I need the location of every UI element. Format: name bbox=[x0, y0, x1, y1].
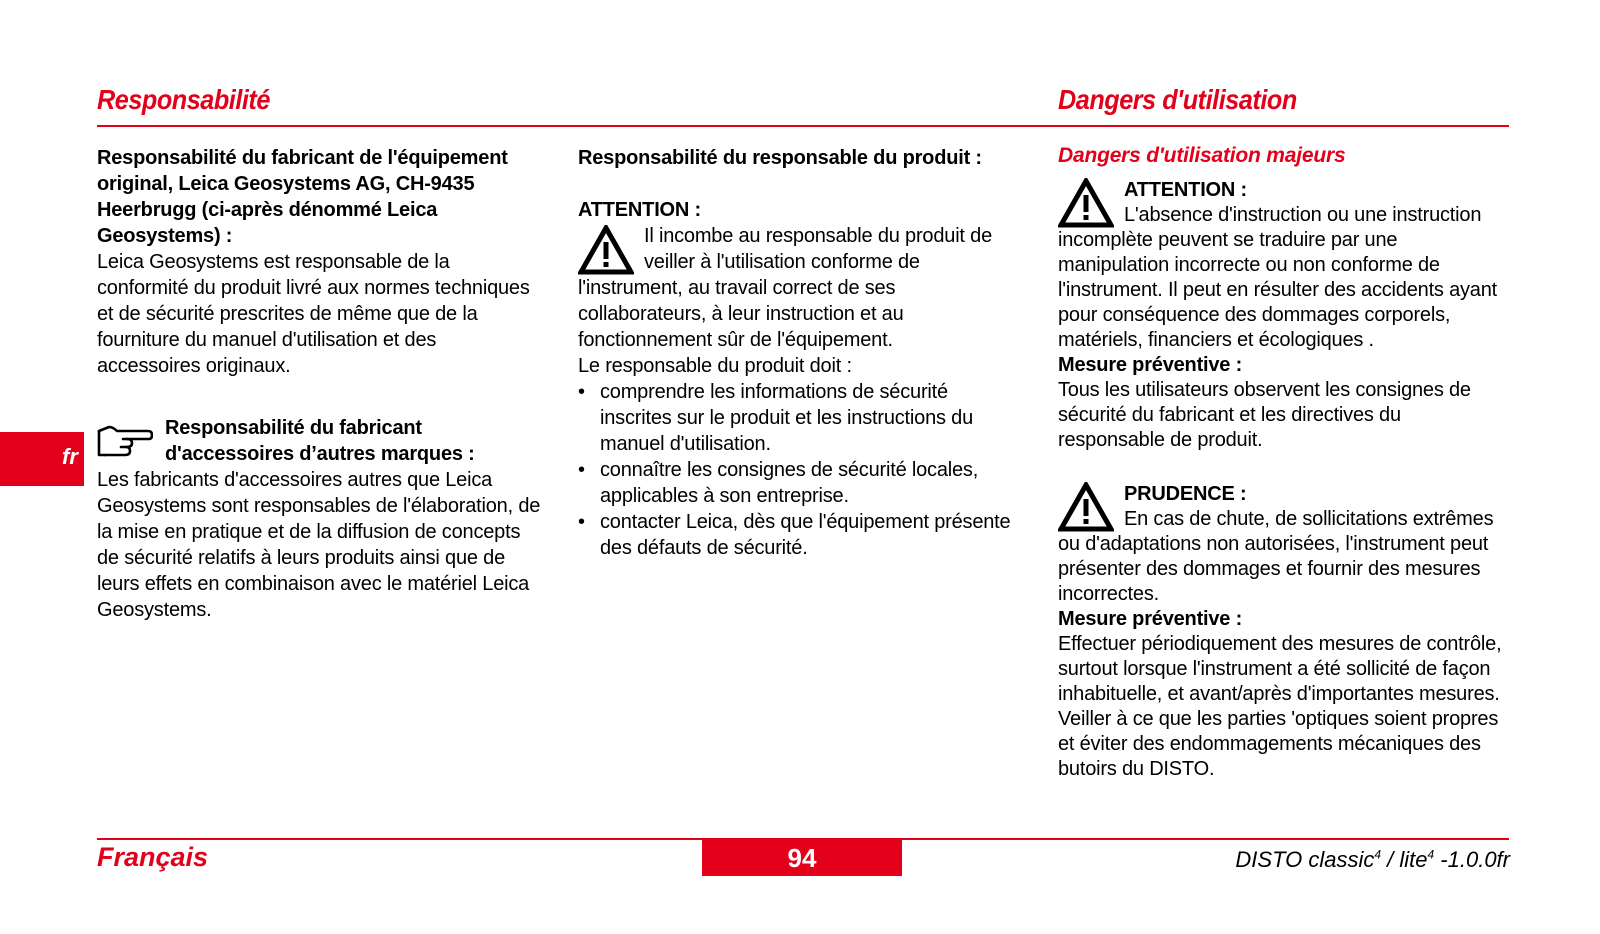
footer-language: Français bbox=[97, 842, 209, 872]
text-line: l'instrument. Il peut en résulter des accidents ayant bbox=[1058, 279, 1498, 301]
text-line: matériels, financiers et écologiques . bbox=[1058, 329, 1374, 351]
text-line: pour conséquence des dommages corporels, bbox=[1058, 304, 1451, 326]
text-line: collaborateurs, à leur instruction et au bbox=[578, 303, 904, 325]
text-line: Veiller à ce que les parties 'optiques soient propres bbox=[1058, 708, 1499, 730]
text-line: Il incombe au responsable du produit de bbox=[644, 225, 992, 247]
text-line: manuel d'utilisation. bbox=[600, 433, 771, 455]
text-line: Geosystems. bbox=[97, 599, 212, 621]
warning-triangle-icon bbox=[1058, 482, 1114, 532]
text-line: Geosystems sont responsables de l'élaboration, de bbox=[97, 495, 541, 517]
warning-prudence bbox=[1058, 482, 1518, 782]
text-line: fonctionnement sûr de l'équipement. bbox=[578, 329, 893, 351]
product-owner-heading: Responsabilité du responsable du produit : bbox=[578, 147, 982, 169]
text-line: ou d'adaptations non autorisées, l'instrument peut bbox=[1058, 533, 1489, 555]
owner-duties-list bbox=[578, 379, 1028, 561]
pointing-hand-icon bbox=[97, 423, 153, 459]
text-line: la mise en pratique et de la diffusion de concepts bbox=[97, 521, 521, 543]
text-line: original, Leica Geosystems AG, CH-9435 bbox=[97, 173, 475, 195]
text-line: inscrites sur le produit et les instructions du bbox=[600, 407, 973, 429]
text-line: veiller à l'utilisation conforme de bbox=[644, 251, 920, 273]
list-item bbox=[578, 457, 1028, 509]
text-line: Les fabricants d'accessoires autres que Leica bbox=[97, 469, 493, 491]
text-line: présenter des dommages et fournir des mesures bbox=[1058, 558, 1481, 580]
accessory-note-heading: d'accessoires d’autres marques : bbox=[165, 443, 475, 465]
product-name-part: / lite bbox=[1381, 847, 1428, 872]
text-line: responsable de produit. bbox=[1058, 429, 1263, 451]
warning-label: PRUDENCE : bbox=[1124, 483, 1247, 505]
product-name-sup: 4 bbox=[1374, 847, 1382, 862]
text-line: incomplète peuvent se traduire par une bbox=[1058, 229, 1398, 251]
text-line: Leica Geosystems est responsable de la bbox=[97, 251, 450, 273]
section-title-responsabilite: Responsabilité bbox=[97, 84, 270, 115]
text-line: • connaître les consignes de sécurité locales, bbox=[600, 459, 979, 481]
attention-label: ATTENTION : bbox=[578, 199, 701, 221]
section-title-dangers: Dangers d'utilisation bbox=[1058, 84, 1297, 115]
product-name-part: DISTO classic bbox=[1235, 847, 1375, 872]
text-line: inhabituelle, et avant/après d'importantes mesures. bbox=[1058, 683, 1500, 705]
accessory-note bbox=[97, 415, 567, 623]
text-line: Le responsable du produit doit : bbox=[578, 355, 852, 377]
accessory-note-heading: Responsabilité du fabricant bbox=[165, 417, 422, 439]
text-line: Tous les utilisateurs observent les consignes de bbox=[1058, 379, 1471, 401]
warning-label: ATTENTION : bbox=[1124, 179, 1247, 201]
text-line: surtout lorsque l'instrument a été sollicité de façon bbox=[1058, 658, 1491, 680]
list-item bbox=[578, 379, 1028, 457]
product-name bbox=[1235, 847, 1510, 873]
attention-warning bbox=[578, 223, 1028, 379]
text-line: L'absence d'instruction ou une instruction bbox=[1124, 204, 1482, 226]
text-line: l'instrument, au travail correct de ses bbox=[578, 277, 896, 299]
page-number: 94 bbox=[702, 840, 902, 876]
text-line: fourniture du manuel d'utilisation et des bbox=[97, 329, 437, 351]
column-dangers bbox=[1058, 143, 1518, 782]
text-line: conformité du produit livré aux normes techniques bbox=[97, 277, 530, 299]
text-line: butoirs du DISTO. bbox=[1058, 758, 1215, 780]
text-line: et éviter des endommagements mécaniques des bbox=[1058, 733, 1481, 755]
text-line: Geosystems) : bbox=[97, 225, 233, 247]
column-manufacturer bbox=[97, 145, 567, 623]
warning-attention bbox=[1058, 178, 1518, 453]
text-line: sécurité du fabricant et les directives du bbox=[1058, 404, 1401, 426]
language-code: fr bbox=[62, 444, 78, 469]
language-side-tab bbox=[0, 432, 84, 486]
text-line: • contacter Leica, dès que l'équipement présente bbox=[600, 511, 1011, 533]
text-line: de sécurité relatifs à leurs produits ainsi que de bbox=[97, 547, 506, 569]
warning-triangle-icon bbox=[1058, 178, 1114, 228]
product-name-part: -1.0.0fr bbox=[1434, 847, 1510, 872]
text-line: des défauts de sécurité. bbox=[600, 537, 808, 559]
text-line: leurs effets en combinaison avec le matériel Leica bbox=[97, 573, 530, 595]
text-line: En cas de chute, de sollicitations extrêmes bbox=[1124, 508, 1494, 530]
warning-triangle-icon bbox=[578, 225, 634, 275]
text-line: incorrectes. bbox=[1058, 583, 1159, 605]
manufacturer-heading bbox=[97, 145, 567, 249]
preventive-measure-label: Mesure préventive : bbox=[1058, 354, 1243, 376]
text-line: Heerbrugg (ci-après dénommé Leica bbox=[97, 199, 438, 221]
text-line: applicables à son entreprise. bbox=[600, 485, 849, 507]
text-line: Effectuer périodiquement des mesures de contrôle, bbox=[1058, 633, 1502, 655]
text-line: accessoires originaux. bbox=[97, 355, 291, 377]
header-rule bbox=[97, 125, 1509, 127]
text-line: et de sécurité prescrites de même que de la bbox=[97, 303, 478, 325]
major-dangers-subheading: Dangers d'utilisation majeurs bbox=[1058, 144, 1346, 167]
text-line: Responsabilité du fabricant de l'équipement bbox=[97, 147, 508, 169]
text-line: • comprendre les informations de sécurité bbox=[600, 381, 948, 403]
list-item bbox=[578, 509, 1028, 561]
text-line: manipulation incorrecte ou non conforme de bbox=[1058, 254, 1440, 276]
manufacturer-body bbox=[97, 249, 567, 379]
preventive-measure-label: Mesure préventive : bbox=[1058, 608, 1243, 630]
product-name-sup: 4 bbox=[1427, 847, 1435, 862]
column-product-owner bbox=[578, 145, 1028, 561]
